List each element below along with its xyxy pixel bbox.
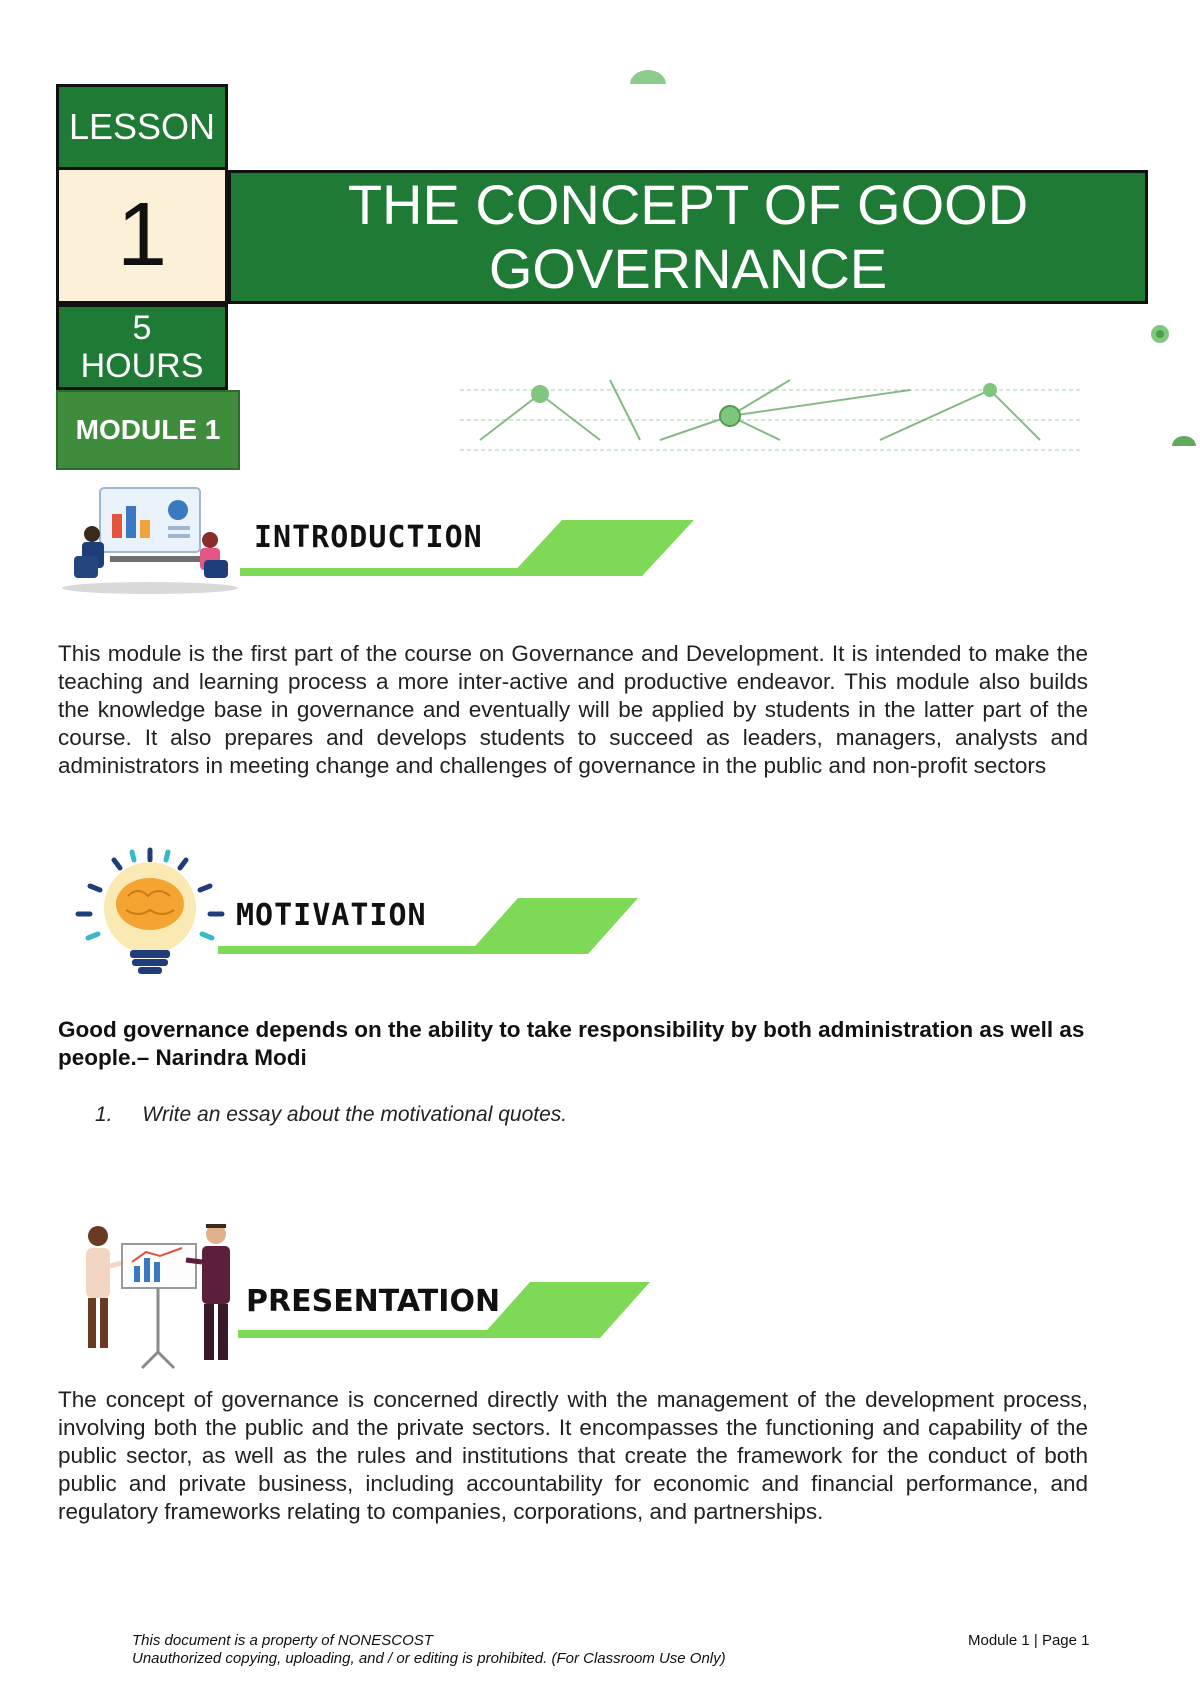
task-text: Write an essay about the motivational quotes. xyxy=(142,1103,568,1126)
module-label: MODULE 1 xyxy=(56,390,240,470)
footer-notice xyxy=(132,1632,726,1668)
motivation-heading: MOTIVATION xyxy=(236,898,427,933)
presentation-illustration-icon xyxy=(70,1222,240,1370)
presentation-heading: PRESENTATION xyxy=(246,1284,501,1319)
lesson-number: 1 xyxy=(56,170,228,304)
introduction-heading: INTRODUCTION xyxy=(254,520,483,555)
meeting-illustration-icon xyxy=(60,484,240,596)
hours-value: 5 xyxy=(132,309,152,347)
lightbulb-brain-icon xyxy=(70,846,230,976)
footer-line-2: Unauthorized copying, uploading, and / or editing is prohibited. (For Classroom Use Only) xyxy=(132,1650,726,1667)
introduction-body: This module is the first part of the course on Governance and Development. It is intended to make the teaching and learning process a more inter-active and productive endeavor. This module also builds the knowledge base in governance and eventually will be applied by students in the latter part of the course. It also prepares and develops students to succeed as leaders, managers, analysts and administrators in meeting change and challenges of governance in the public and non-profit sectors xyxy=(58,641,1088,778)
lesson-label: LESSON xyxy=(56,84,228,170)
presentation-body: The concept of governance is concerned directly with the management of the development process, involving both the public and the private sectors. It encompasses the functioning and capability of the public sector, as well as the rules and institutions that create the framework for the conduct of both public and private business, including accountability for economic and financial performance, and regulatory frameworks relating to companies, corporations, and partnerships. xyxy=(58,1387,1088,1524)
hours-label: HOURS xyxy=(80,347,204,385)
hours-box xyxy=(56,304,228,390)
motivation-quote: Good governance depends on the ability to take responsibility by both administration as well as people.– Narindra Modi xyxy=(58,1017,1085,1070)
task-number: 1. xyxy=(95,1103,113,1126)
page-title xyxy=(228,170,1148,304)
title-line-1: THE CONCEPT OF GOOD xyxy=(347,173,1029,236)
motivation-task xyxy=(95,1103,567,1127)
footer-line-1: This document is a property of NONESCOST xyxy=(132,1632,433,1649)
title-line-2: GOVERNANCE xyxy=(488,237,888,300)
page-number: Module 1 | Page 1 xyxy=(968,1632,1090,1649)
